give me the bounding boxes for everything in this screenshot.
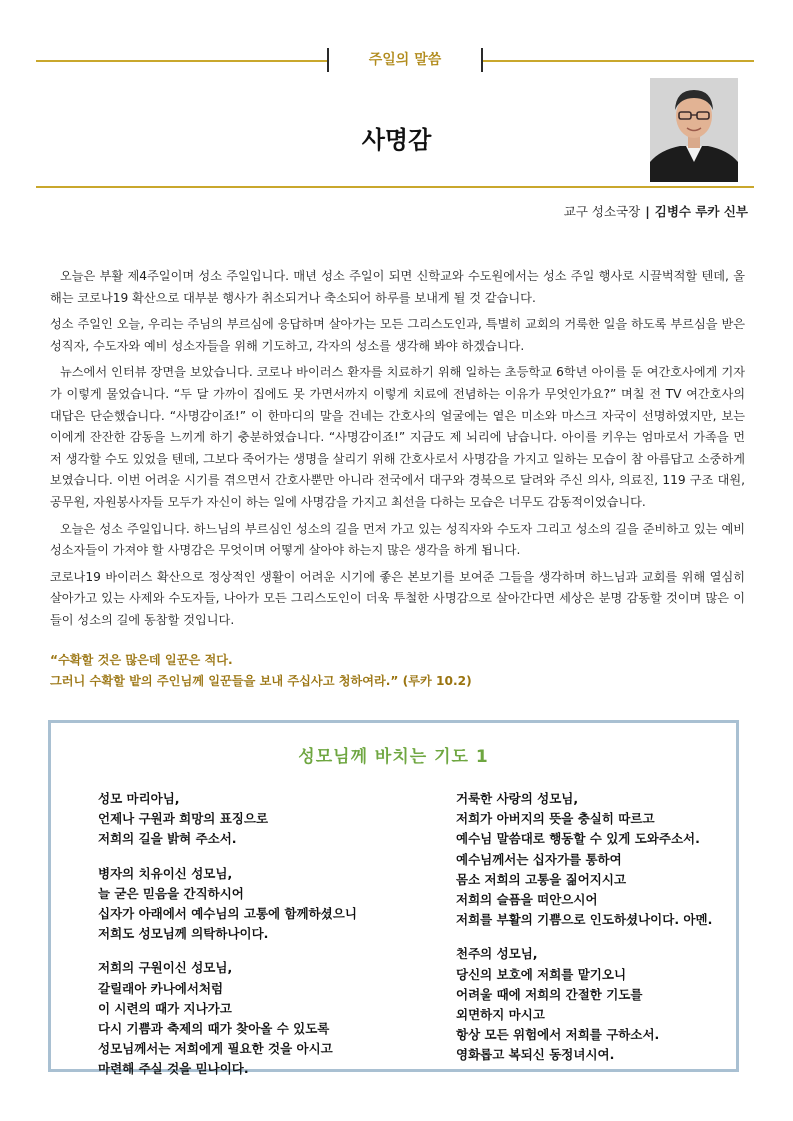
prayer-line: 늘 굳은 믿음을 간직하시어 [98,885,244,901]
paragraph: 오늘은 부활 제4주일이며 성소 주일입니다. 매년 성소 주일이 되면 신학교와 수도원에서는 성소 주일 행사로 시끌벅적할 텐데, 올해는 코로나19 확산으로 대부분 행사가 취소되거나 축소되어 하루를 보내게 될 것 같습니다. [50,269,745,305]
prayer-line: 성모님께서는 저희에게 필요한 것을 아시고 [98,1041,333,1057]
prayer-line: 영화롭고 복되신 동정녀시여. [456,1047,615,1063]
prayer-stanza [456,789,712,930]
header-rule-right [483,60,754,62]
prayer-line: 마련해 주실 것을 믿나이다. [98,1061,249,1077]
prayer-column-right [456,789,712,1080]
prayer-line: 다시 기쁨과 축제의 때가 찾아올 수 있도록 [98,1021,330,1037]
prayer-line: 저희의 슬픔을 떠안으시어 [456,892,598,908]
prayer-stanza [98,958,357,1079]
prayer-title: 성모님께 바치는 기도 1 [298,747,489,767]
author-photo [650,78,738,182]
prayer-line: 예수님 말씀대로 행동할 수 있게 도와주소서. [456,831,700,847]
author-name: 김병수 루카 신부 [654,204,748,219]
article-body [50,266,745,637]
section-label: 주일의 말씀 [368,52,442,68]
prayer-line: 저희도 성모님께 의탁하나이다. [98,926,269,942]
byline-separator: | [645,204,650,219]
title-rule [36,186,754,188]
prayer-line: 병자의 치유이신 성모님, [98,865,233,881]
prayer-line: 예수님께서는 십자가를 통하여 [456,851,622,867]
prayer-line: 성모 마리아님, [98,791,180,806]
prayer-stanza [98,789,357,850]
prayer-line: 저희가 아버지의 뜻을 충실히 따르고 [456,811,655,827]
prayer-line: 어려울 때에 저희의 간절한 기도를 [456,986,643,1002]
prayer-line: 천주의 성모님, [456,946,538,962]
prayer-line: 저희의 길을 밝혀 주소서. [98,831,237,847]
header-rule-left [36,60,328,62]
prayer-line: 갈릴래아 카나에서처럼 [98,980,224,996]
author-role: 교구 성소국장 [563,204,641,219]
portrait-illustration [650,78,738,182]
page-title: 사명감 [361,126,432,154]
prayer-line: 저희를 부활의 기쁨으로 인도하셨나이다. 아멘. [456,912,713,928]
paragraph: 코로나19 바이러스 확산으로 정상적인 생활이 어려운 시기에 좋은 본보기를 보여준 그들을 생각하며 하느님과 교회를 위해 열심히 살아가고 있는 사제와 수도자들, 나아가 모든 그리스도인이 더욱 투철한 사명감으로 살아간다면 세상은 분명 감동할 것이며 많은 이들이 성소의 길에 동참할 것입니다. [50,569,745,627]
quote-line: “수확할 것은 많은데 일꾼은 적다. [50,653,233,667]
prayer-line: 항상 모든 위험에서 저희를 구하소서. [456,1027,660,1043]
prayer-line: 외면하지 마시고 [456,1007,545,1023]
prayer-line: 이 시련의 때가 지나가고 [98,1000,232,1016]
prayer-line: 저희의 구원이신 성모님, [98,960,233,976]
prayer-line: 몸소 저희의 고통을 짊어지시고 [456,871,627,887]
prayer-column-left [98,789,357,1094]
scripture-quote [50,650,472,692]
paragraph: 오늘은 성소 주일입니다. 하느님의 부르심인 성소의 길을 먼저 가고 있는 성직자와 수도자 그리고 성소의 길을 준비하고 있는 예비 성소자들이 가져야 할 사명감은 무엇이며 어떻게 살아야 하는지 많은 생각을 하게 됩니다. [50,521,745,558]
prayer-stanza [456,944,712,1065]
paragraph: 성소 주일인 오늘, 우리는 주님의 부르심에 응답하며 살아가는 모든 그리스도인과, 특별히 교회의 거룩한 일을 하도록 부르심을 받은 성직자, 수도자와 예비 성소자들을 위해 기도하고, 각자의 성소를 생각해 봐야 하겠습니다. [50,317,745,353]
byline [564,202,748,220]
prayer-line: 당신의 보호에 저희를 맡기오니 [456,966,627,982]
prayer-line: 언제나 구원과 희망의 표징으로 [98,811,269,827]
prayer-box [48,720,739,1077]
paragraph: 뉴스에서 인터뷰 장면을 보았습니다. 코로나 바이러스 환자를 치료하기 위해 일하는 초등학교 6학년 아이를 둔 여간호사에게 기자가 이렇게 물었습니다. “두 달 가까이 집에도 못 가면서까지 이렇게 치료에 전념하는 이유가 무엇인가요?” 며칠 전 TV 여간호사의 대답은 단순했습니다. “사명감이죠!” 이 한마디의 말을 건네는 간호사의 얼굴에는 옅은 미소와 마스크 자국이 선명하였지만, 보는 이에게 잔잔한 감동을 느끼게 하기 충분하였습니다. “사명감이죠!” 지금도 제 뇌리에 남습니다. 아이를 키우는 엄마로서 가족을 먼저 생각할 수도 있었을 텐데, 그보다 죽어가는 생명을 살리기 위해 간호사로서 사명감을 가지고 일하는 모습이 참 아름답고 소중하게 보였습니다. 이번 어려운 시기를 겪으면서 간호사뿐만 아니라 전국에서 대구와 경북으로 달려와 주신 의사, 의료진, 119 구조 대원, 공무원, 자원봉사자들 모두가 자신이 하는 일에 사명감을 가지고 최선을 다하는 모습은 너무도 감동적이었습니다. [50,365,745,509]
prayer-line: 거룩한 사랑의 성모님, [456,791,579,806]
prayer-line: 십자가 아래에서 예수님의 고통에 함께하셨으니 [98,906,357,922]
quote-line: 그러니 수확할 밭의 주인님께 일꾼들을 보내 주십사고 청하여라.” (루카 10.2) [50,674,472,688]
prayer-stanza [98,864,357,945]
